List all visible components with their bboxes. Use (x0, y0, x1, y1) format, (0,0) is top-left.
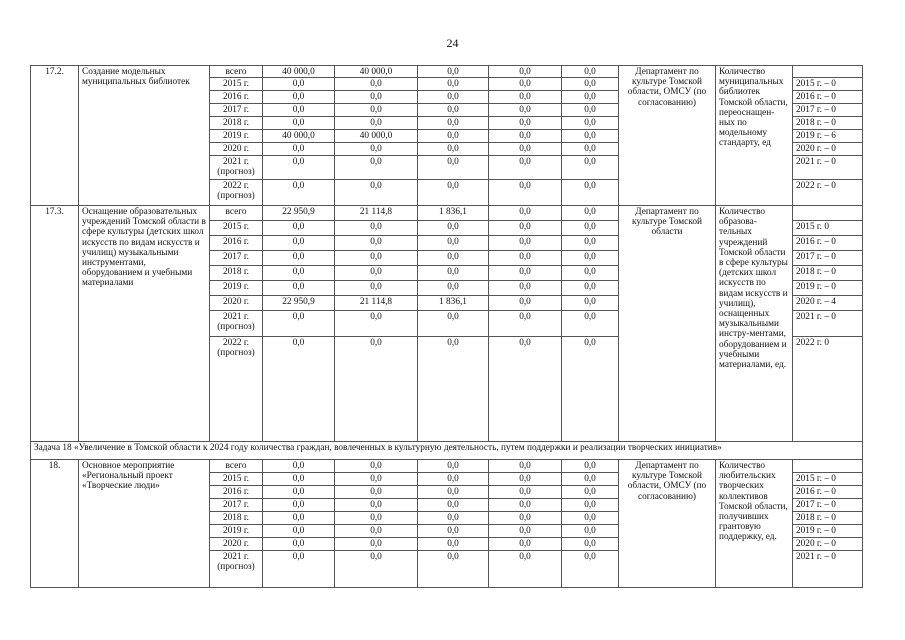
amount-cell: 0,0 (561, 103, 618, 116)
amount-cell: 0,0 (561, 250, 618, 265)
amount-cell: 0,0 (262, 179, 334, 205)
amount-cell: 0,0 (561, 90, 618, 103)
period-label: 2021 г. (прогноз) (209, 550, 262, 587)
indicator-value: 2017 г. – 0 (792, 103, 862, 116)
amount-cell: 0,0 (488, 550, 561, 587)
amount-cell: 0,0 (334, 537, 417, 550)
amount-cell: 0,0 (334, 103, 417, 116)
amount-cell: 0,0 (417, 472, 488, 485)
amount-cell: 40 000,0 (334, 65, 417, 77)
amount-cell: 0,0 (334, 336, 417, 441)
period-label: 2019 г. (209, 524, 262, 537)
amount-cell: 0,0 (561, 265, 618, 280)
amount-cell: 0,0 (334, 310, 417, 336)
amount-cell: 40 000,0 (262, 65, 334, 77)
period-label: 2019 г. (209, 280, 262, 295)
amount-cell: 0,0 (334, 250, 417, 265)
amount-cell: 0,0 (334, 485, 417, 498)
period-label: 2021 г. (прогноз) (209, 310, 262, 336)
amount-cell: 0,0 (417, 77, 488, 90)
item-number: 18. (30, 459, 78, 587)
amount-cell: 0,0 (262, 155, 334, 179)
indicator-value: 2016 г. – 0 (792, 90, 862, 103)
amount-cell: 0,0 (334, 524, 417, 537)
amount-cell: 0,0 (262, 537, 334, 550)
amount-cell: 0,0 (561, 280, 618, 295)
amount-cell: 0,0 (488, 142, 561, 155)
amount-cell: 0,0 (334, 265, 417, 280)
period-label: 2021 г. (прогноз) (209, 155, 262, 179)
amount-cell: 0,0 (417, 142, 488, 155)
amount-cell: 0,0 (488, 310, 561, 336)
amount-cell: 22 950,9 (262, 205, 334, 220)
amount-cell: 0,0 (334, 90, 417, 103)
indicator-value: 2018 г. – 0 (792, 511, 862, 524)
amount-cell: 0,0 (561, 310, 618, 336)
executor-cell: Департамент по культуре Томской области, ОМСУ (по согласованию) (618, 65, 715, 205)
amount-cell: 40 000,0 (262, 129, 334, 142)
indicator-value: 2019 г. – 0 (792, 280, 862, 295)
amount-cell: 22 950,9 (262, 295, 334, 310)
amount-cell: 0,0 (488, 336, 561, 441)
amount-cell: 0,0 (417, 459, 488, 472)
indicator-value: 2022 г. – 0 (792, 179, 862, 205)
amount-cell: 0,0 (488, 129, 561, 142)
period-label: 2020 г. (209, 295, 262, 310)
amount-cell: 0,0 (417, 524, 488, 537)
period-label: 2015 г. (209, 472, 262, 485)
period-label: 2015 г. (209, 77, 262, 90)
amount-cell: 0,0 (561, 336, 618, 441)
amount-cell: 0,0 (334, 498, 417, 511)
indicator-value: 2015 г. – 0 (792, 472, 862, 485)
period-label: 2018 г. (209, 116, 262, 129)
period-label: 2022 г. (прогноз) (209, 336, 262, 441)
amount-cell: 0,0 (262, 310, 334, 336)
executor-cell: Департамент по культуре Томской области, ОМСУ (по согласованию) (618, 459, 715, 587)
amount-cell: 0,0 (417, 90, 488, 103)
amount-cell: 0,0 (417, 280, 488, 295)
amount-cell: 0,0 (561, 295, 618, 310)
period-label: 2022 г. (прогноз) (209, 179, 262, 205)
amount-cell: 0,0 (488, 77, 561, 90)
amount-cell: 0,0 (417, 129, 488, 142)
indicator-value: 2019 г. – 6 (792, 129, 862, 142)
period-label: 2018 г. (209, 265, 262, 280)
amount-cell: 0,0 (561, 472, 618, 485)
amount-cell: 21 114,8 (334, 295, 417, 310)
amount-cell: 0,0 (334, 459, 417, 472)
indicator-value: 2017 г. – 0 (792, 250, 862, 265)
amount-cell: 0,0 (488, 179, 561, 205)
amount-cell: 0,0 (561, 550, 618, 587)
amount-cell: 0,0 (417, 235, 488, 250)
amount-cell: 0,0 (561, 498, 618, 511)
period-label: всего (209, 205, 262, 220)
amount-cell: 21 114,8 (334, 205, 417, 220)
amount-cell: 0,0 (334, 155, 417, 179)
period-label: всего (209, 459, 262, 472)
amount-cell: 0,0 (334, 116, 417, 129)
amount-cell: 0,0 (417, 485, 488, 498)
executor-cell: Департамент по культуре Томской области (618, 205, 715, 441)
indicator-value: 2022 г. 0 (792, 336, 862, 441)
period-label: 2015 г. (209, 220, 262, 235)
amount-cell: 0,0 (488, 116, 561, 129)
amount-cell: 0,0 (561, 142, 618, 155)
indicator-value: 2017 г. – 0 (792, 498, 862, 511)
amount-cell: 0,0 (417, 265, 488, 280)
amount-cell: 0,0 (417, 498, 488, 511)
amount-cell: 0,0 (262, 235, 334, 250)
amount-cell: 0,0 (334, 77, 417, 90)
amount-cell: 0,0 (262, 485, 334, 498)
amount-cell: 0,0 (488, 485, 561, 498)
amount-cell: 0,0 (334, 472, 417, 485)
amount-cell: 0,0 (262, 550, 334, 587)
amount-cell: 0,0 (417, 220, 488, 235)
amount-cell: 0,0 (488, 90, 561, 103)
indicator-text: Количество любительских творческих коллективов Томской области, получивших грантовую поддержку, ед. (715, 459, 792, 587)
item-number: 17.2. (30, 65, 78, 205)
amount-cell: 0,0 (262, 116, 334, 129)
amount-cell: 0,0 (262, 472, 334, 485)
amount-cell: 0,0 (488, 498, 561, 511)
amount-cell: 0,0 (334, 142, 417, 155)
amount-cell: 1 836,1 (417, 205, 488, 220)
amount-cell: 0,0 (561, 155, 618, 179)
amount-cell: 0,0 (334, 550, 417, 587)
amount-cell: 0,0 (417, 537, 488, 550)
item-name: Оснащение образовательных учреждений Томской области в сфере культуры (детских школ искусств по видам искусств и училищ) музыкальными инструментами, оборудованием и учебными материалами (78, 205, 209, 441)
amount-cell: 0,0 (262, 220, 334, 235)
amount-cell: 0,0 (488, 155, 561, 179)
task-row: Задача 18 «Увеличение в Томской области к 2024 году количества граждан, вовлеченных в культурную деятельность, путем поддержки и реализации творческих инициатив» (30, 441, 862, 459)
amount-cell: 0,0 (561, 116, 618, 129)
amount-cell: 0,0 (262, 498, 334, 511)
indicator-spacer (792, 65, 862, 77)
period-label: 2019 г. (209, 129, 262, 142)
amount-cell: 0,0 (561, 524, 618, 537)
amount-cell: 0,0 (561, 205, 618, 220)
amount-cell: 0,0 (561, 511, 618, 524)
period-label: 2016 г. (209, 90, 262, 103)
amount-cell: 0,0 (262, 511, 334, 524)
amount-cell: 0,0 (262, 77, 334, 90)
period-label: 2016 г. (209, 235, 262, 250)
amount-cell: 0,0 (488, 65, 561, 77)
amount-cell: 0,0 (488, 205, 561, 220)
amount-cell: 0,0 (488, 235, 561, 250)
period-label: 2017 г. (209, 103, 262, 116)
amount-cell: 0,0 (561, 235, 618, 250)
indicator-value: 2021 г. – 0 (792, 155, 862, 179)
amount-cell: 0,0 (417, 103, 488, 116)
amount-cell: 0,0 (334, 511, 417, 524)
amount-cell: 0,0 (561, 537, 618, 550)
indicator-value: 2020 г. – 4 (792, 295, 862, 310)
amount-cell: 0,0 (488, 537, 561, 550)
indicator-value: 2018 г. – 0 (792, 265, 862, 280)
item-number: 17.3. (30, 205, 78, 441)
amount-cell: 0,0 (262, 336, 334, 441)
amount-cell: 0,0 (561, 485, 618, 498)
amount-cell: 0,0 (262, 524, 334, 537)
amount-cell: 0,0 (417, 336, 488, 441)
page-number: 24 (446, 36, 459, 50)
indicator-value: 2018 г. – 0 (792, 116, 862, 129)
indicator-text: Количество муниципальных библиотек Томской области, переоснащен-ных по модельному стандарту, ед (715, 65, 792, 205)
amount-cell: 0,0 (561, 129, 618, 142)
amount-cell: 0,0 (417, 250, 488, 265)
amount-cell: 0,0 (417, 179, 488, 205)
amount-cell: 0,0 (262, 250, 334, 265)
amount-cell: 0,0 (488, 472, 561, 485)
amount-cell: 0,0 (334, 220, 417, 235)
indicator-text: Количество образова-тельных учреждений Томской области в сфере культуры (детских школ искусств по видам искусств и училищ), оснащенных музыкальными инстру-ментами, оборудованием и учебными материалами, ед. (715, 205, 792, 441)
indicator-value: 2021 г. – 0 (792, 550, 862, 587)
amount-cell: 0,0 (262, 280, 334, 295)
amount-cell: 0,0 (561, 179, 618, 205)
amount-cell: 0,0 (488, 511, 561, 524)
table-right-border (862, 65, 863, 587)
item-name: Создание модельных муниципальных библиотек (78, 65, 209, 205)
amount-cell: 0,0 (488, 103, 561, 116)
amount-cell: 0,0 (417, 65, 488, 77)
indicator-spacer (792, 459, 862, 472)
indicator-value: 2016 г. – 0 (792, 235, 862, 250)
amount-cell: 0,0 (262, 90, 334, 103)
amount-cell: 0,0 (561, 220, 618, 235)
indicator-value: 2019 г. – 0 (792, 524, 862, 537)
period-label: 2020 г. (209, 537, 262, 550)
indicator-value: 2015 г. 0 (792, 220, 862, 235)
period-label: всего (209, 65, 262, 77)
period-label: 2017 г. (209, 250, 262, 265)
table-bottom-border (30, 587, 863, 588)
amount-cell: 0,0 (488, 220, 561, 235)
indicator-value: 2020 г. – 0 (792, 142, 862, 155)
amount-cell: 0,0 (417, 116, 488, 129)
item-name: Основное мероприятие «Региональный проект «Творческие люди» (78, 459, 209, 587)
amount-cell: 0,0 (417, 511, 488, 524)
amount-cell: 0,0 (262, 265, 334, 280)
period-label: 2016 г. (209, 485, 262, 498)
amount-cell: 0,0 (417, 550, 488, 587)
period-label: 2018 г. (209, 511, 262, 524)
indicator-value: 2021 г. – 0 (792, 310, 862, 336)
indicator-spacer (792, 205, 862, 220)
amount-cell: 0,0 (488, 280, 561, 295)
amount-cell: 0,0 (334, 179, 417, 205)
amount-cell: 0,0 (561, 77, 618, 90)
amount-cell: 0,0 (262, 103, 334, 116)
amount-cell: 0,0 (334, 235, 417, 250)
amount-cell: 0,0 (488, 250, 561, 265)
amount-cell: 0,0 (561, 65, 618, 77)
amount-cell: 0,0 (262, 459, 334, 472)
amount-cell: 0,0 (334, 280, 417, 295)
amount-cell: 0,0 (488, 524, 561, 537)
period-label: 2020 г. (209, 142, 262, 155)
indicator-value: 2020 г. – 0 (792, 537, 862, 550)
amount-cell: 0,0 (488, 265, 561, 280)
amount-cell: 0,0 (488, 459, 561, 472)
amount-cell: 0,0 (488, 295, 561, 310)
amount-cell: 40 000,0 (334, 129, 417, 142)
amount-cell: 0,0 (417, 310, 488, 336)
amount-cell: 1 836,1 (417, 295, 488, 310)
amount-cell: 0,0 (417, 155, 488, 179)
period-label: 2017 г. (209, 498, 262, 511)
indicator-value: 2016 г. – 0 (792, 485, 862, 498)
amount-cell: 0,0 (561, 459, 618, 472)
indicator-value: 2015 г. – 0 (792, 77, 862, 90)
amount-cell: 0,0 (262, 142, 334, 155)
